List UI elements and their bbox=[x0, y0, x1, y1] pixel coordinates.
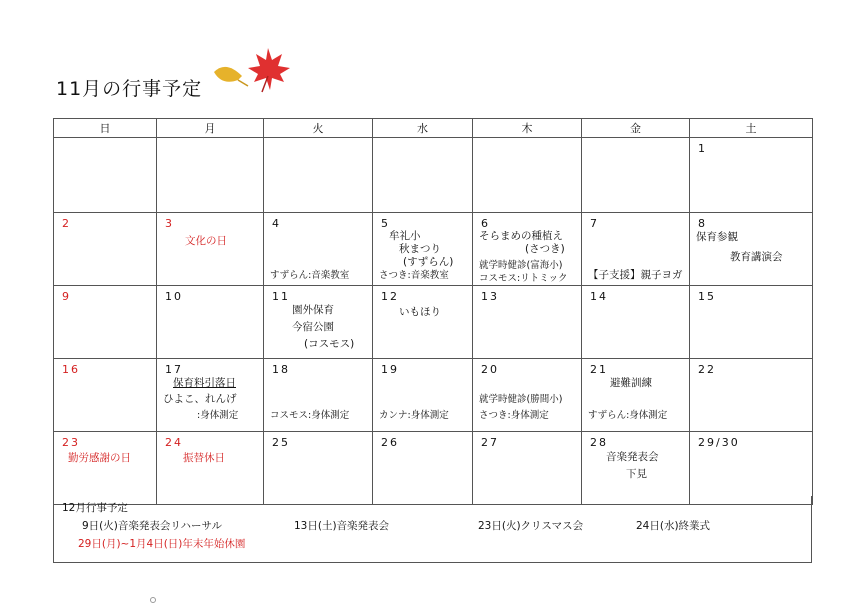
day-number: 9 bbox=[62, 290, 71, 303]
event-text: 下見 bbox=[626, 468, 647, 480]
day-cell bbox=[582, 432, 690, 505]
weekday-wed: 水 bbox=[373, 119, 473, 138]
event-text: (さつき) bbox=[525, 243, 565, 255]
page-title: 11月の行事予定 bbox=[56, 78, 203, 100]
day-cell bbox=[54, 432, 157, 505]
day-cell bbox=[473, 138, 582, 213]
weekday-thu: 木 bbox=[473, 119, 582, 138]
event-text: 就学時健診(富海小) bbox=[479, 260, 563, 271]
day-number: 25 bbox=[272, 436, 290, 449]
day-number: 6 bbox=[481, 217, 490, 230]
day-number: 19 bbox=[381, 363, 399, 376]
event-text: (すずらん) bbox=[403, 256, 454, 268]
day-number: 1 bbox=[698, 142, 707, 155]
day-number: 17 bbox=[165, 363, 183, 376]
ginkgo-leaf-icon bbox=[214, 67, 248, 86]
december-item: 24日(水)終業式 bbox=[636, 520, 711, 532]
week-row bbox=[54, 286, 813, 359]
event-text: コスモス:リトミック bbox=[479, 273, 568, 284]
day-number: 27 bbox=[481, 436, 499, 449]
day-cell bbox=[373, 138, 473, 213]
day-number: 12 bbox=[381, 290, 399, 303]
day-cell bbox=[264, 138, 373, 213]
day-cell bbox=[264, 432, 373, 505]
december-item: 9日(火)音楽発表会リハーサル bbox=[82, 520, 223, 532]
day-cell bbox=[582, 213, 690, 286]
day-cell bbox=[373, 432, 473, 505]
day-number: 15 bbox=[698, 290, 716, 303]
day-number: 16 bbox=[62, 363, 80, 376]
day-cell bbox=[582, 286, 690, 359]
maple-leaf-icon bbox=[248, 48, 290, 92]
day-number: 8 bbox=[698, 217, 707, 230]
day-cell bbox=[690, 138, 813, 213]
day-number: 4 bbox=[272, 217, 281, 230]
week-row bbox=[54, 213, 813, 286]
day-number: 20 bbox=[481, 363, 499, 376]
day-number: 13 bbox=[481, 290, 499, 303]
weekday-header-row bbox=[54, 119, 813, 138]
day-number: 7 bbox=[590, 217, 599, 230]
december-heading: 12月行事予定 bbox=[62, 502, 128, 514]
december-schedule bbox=[53, 496, 812, 563]
day-number: 14 bbox=[590, 290, 608, 303]
event-text: ひよこ、れんげ bbox=[163, 393, 237, 405]
day-number: 10 bbox=[165, 290, 183, 303]
event-text: すずらん:音楽教室 bbox=[270, 270, 350, 281]
event-text: 保育料引落日 bbox=[173, 377, 236, 389]
event-text: 教育講演会 bbox=[730, 251, 783, 263]
day-number: 2 bbox=[62, 217, 71, 230]
december-item: 23日(火)クリスマス会 bbox=[478, 520, 584, 532]
day-number: 5 bbox=[381, 217, 390, 230]
day-cell bbox=[582, 359, 690, 432]
day-cell bbox=[157, 359, 264, 432]
event-text: そらまめの種植え bbox=[479, 230, 563, 242]
day-cell bbox=[473, 213, 582, 286]
week-row bbox=[54, 432, 813, 505]
event-text: さつき:身体測定 bbox=[479, 410, 549, 421]
day-cell bbox=[54, 286, 157, 359]
day-cell bbox=[54, 213, 157, 286]
day-cell bbox=[157, 286, 264, 359]
day-number: 28 bbox=[590, 436, 608, 449]
day-cell bbox=[690, 286, 813, 359]
event-text: 就学時健診(勝間小) bbox=[479, 394, 563, 405]
day-number: 29/30 bbox=[698, 436, 740, 449]
day-cell bbox=[582, 138, 690, 213]
event-text: いもほり bbox=[399, 306, 441, 318]
day-cell bbox=[264, 359, 373, 432]
event-text: さつき:音楽教室 bbox=[379, 270, 449, 281]
day-cell bbox=[690, 213, 813, 286]
event-text: カンナ:身体測定 bbox=[379, 410, 449, 421]
event-text: コスモス:身体測定 bbox=[270, 410, 350, 421]
day-number: 24 bbox=[165, 436, 183, 449]
week-row bbox=[54, 138, 813, 213]
autumn-leaves-icon bbox=[212, 46, 292, 96]
holiday-name: 振替休日 bbox=[183, 452, 225, 464]
day-cell bbox=[54, 359, 157, 432]
day-cell bbox=[373, 286, 473, 359]
week-row bbox=[54, 359, 813, 432]
winter-vacation-notice: 29日(月)~1月4日(日)年末年始休園 bbox=[78, 538, 246, 550]
day-cell bbox=[157, 213, 264, 286]
event-text: 音楽発表会 bbox=[606, 451, 659, 463]
holiday-name: 文化の日 bbox=[185, 235, 227, 247]
day-cell bbox=[373, 359, 473, 432]
event-text: (コスモス) bbox=[304, 338, 355, 350]
event-text: 【子支援】親子ヨガ bbox=[588, 269, 683, 281]
day-number: 23 bbox=[62, 436, 80, 449]
day-cell bbox=[157, 432, 264, 505]
weekday-mon: 月 bbox=[157, 119, 264, 138]
event-text: 保育参観 bbox=[696, 231, 738, 243]
day-number: 22 bbox=[698, 363, 716, 376]
day-number: 11 bbox=[272, 290, 290, 303]
day-cell bbox=[54, 138, 157, 213]
holiday-name: 勤労感謝の日 bbox=[68, 452, 131, 464]
day-number: 26 bbox=[381, 436, 399, 449]
event-text: 秋まつり bbox=[399, 243, 441, 255]
event-text: 避難訓練 bbox=[610, 377, 652, 389]
day-cell bbox=[373, 213, 473, 286]
scan-mark bbox=[150, 597, 156, 603]
day-cell bbox=[157, 138, 264, 213]
day-number: 3 bbox=[165, 217, 174, 230]
day-cell bbox=[264, 286, 373, 359]
event-text: 牟礼小 bbox=[389, 230, 421, 242]
day-cell bbox=[264, 213, 373, 286]
weekday-fri: 金 bbox=[582, 119, 690, 138]
december-item: 13日(土)音楽発表会 bbox=[294, 520, 390, 532]
day-cell bbox=[473, 359, 582, 432]
day-number: 18 bbox=[272, 363, 290, 376]
day-cell bbox=[690, 432, 813, 505]
event-text: 園外保育 bbox=[292, 304, 334, 316]
event-text: :身体測定 bbox=[197, 410, 239, 421]
event-text: 今宿公園 bbox=[292, 321, 334, 333]
weekday-tue: 火 bbox=[264, 119, 373, 138]
calendar-table bbox=[53, 118, 813, 505]
day-cell bbox=[690, 359, 813, 432]
weekday-sat: 土 bbox=[690, 119, 813, 138]
day-cell bbox=[473, 432, 582, 505]
day-number: 21 bbox=[590, 363, 608, 376]
day-cell bbox=[473, 286, 582, 359]
weekday-sun: 日 bbox=[54, 119, 157, 138]
event-text: すずらん:身体測定 bbox=[588, 410, 668, 421]
